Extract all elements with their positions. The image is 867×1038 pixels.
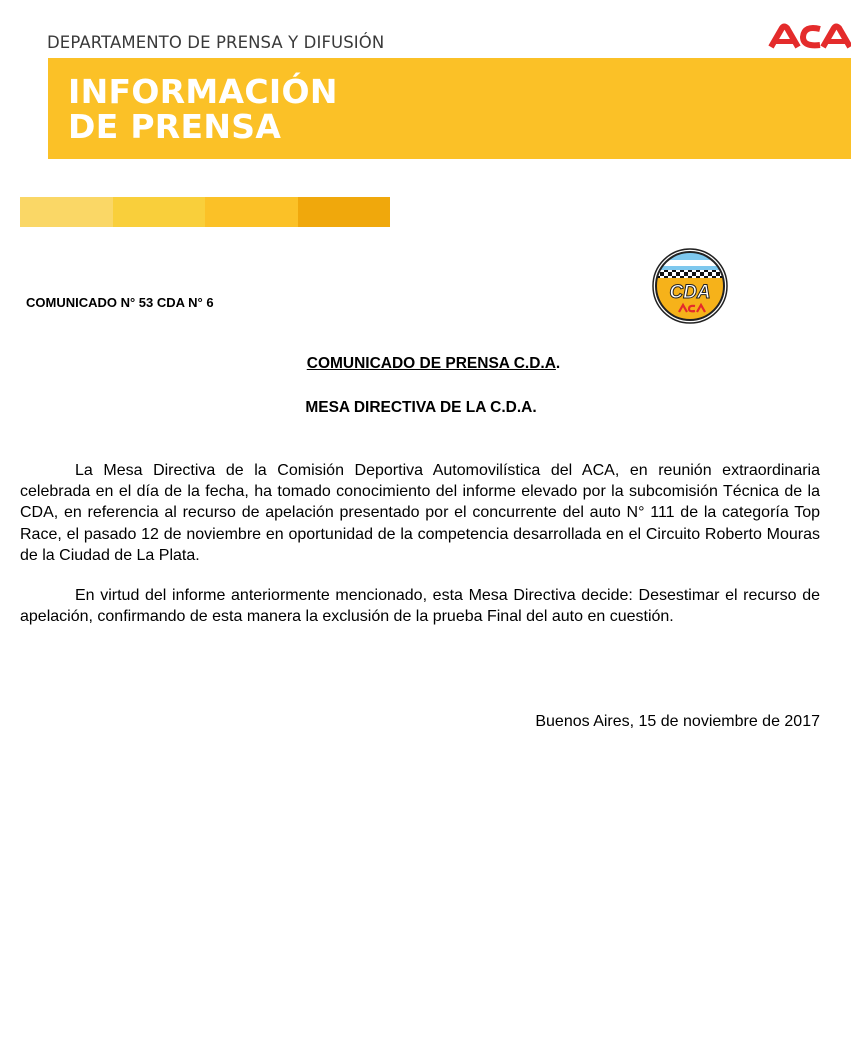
stripe-1 (20, 197, 113, 227)
press-release-title (0, 355, 867, 373)
paragraph-2: En virtud del informe anteriormente mencionado, esta Mesa Directiva decide: Desestimar el recurso de apelación, confirmando de esta manera la exclusión de la prueba Final del auto en cuestión. (20, 587, 820, 626)
paragraph-1: La Mesa Directiva de la Comisión Deportiva Automovilística del ACA, en reunión extraordinaria celebrada en el día de la fecha, ha tomado conocimiento del informe elevado por la subcomisión Técnica de la CDA, en referencia al recurso de apelación presentado por el concurrente del auto N° 111 de la categoría Top Race, el pasado 12 de noviembre en oportunidad de la competencia desarrollada en el Circuito Roberto Mouras de la Ciudad de La Plata. (20, 462, 820, 564)
stripe-2 (113, 197, 206, 227)
cda-logo-text: CDA (669, 282, 711, 303)
press-info-banner (48, 58, 851, 159)
cda-logo (652, 248, 728, 324)
banner-line-1: INFORMACIÓN (68, 72, 338, 111)
stripe-3 (205, 197, 298, 227)
press-release-title-text: COMUNICADO DE PRENSA C.D.A (306, 355, 556, 372)
comunicado-number: COMUNICADO N° 53 CDA N° 6 (26, 295, 214, 310)
press-release-title-suffix: . (555, 355, 561, 372)
department-name: DEPARTAMENTO DE PRENSA Y DIFUSIÓN (47, 33, 385, 52)
banner-title (68, 74, 338, 144)
banner-line-2: DE PRENSA (68, 107, 282, 146)
stripe-4 (298, 197, 391, 227)
color-stripes (20, 197, 390, 227)
date-line: Buenos Aires, 15 de noviembre de 2017 (535, 713, 820, 730)
subtitle: MESA DIRECTIVA DE LA C.D.A. (305, 399, 537, 416)
aca-logo (768, 20, 851, 50)
